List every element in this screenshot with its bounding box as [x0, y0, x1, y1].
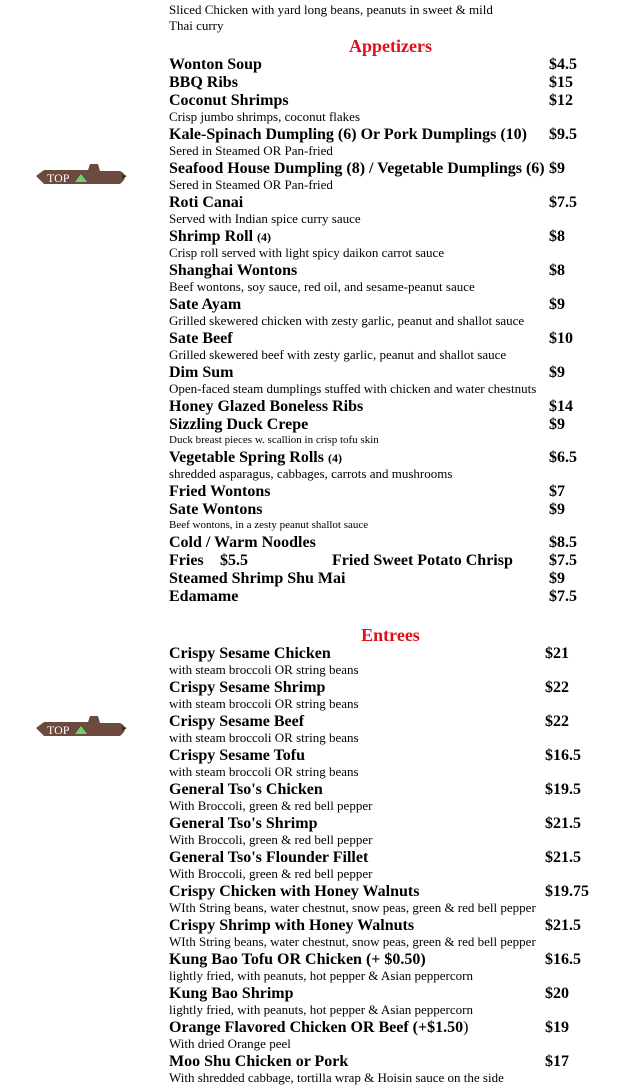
- back-to-top-button[interactable]: [34, 162, 130, 188]
- menu-item-price: $8: [549, 228, 565, 245]
- menu-item-price: $21.5: [545, 815, 581, 832]
- menu-item-quantity: (4): [257, 230, 272, 244]
- menu-item-description: With shredded cabbage, tortilla wrap & Hoisin sauce on the side: [169, 1070, 504, 1085]
- menu-item-name: [169, 92, 289, 110]
- menu-item-name: [169, 501, 263, 519]
- menu-item-description: With Broccoli, green & red bell pepper: [169, 866, 373, 881]
- menu-item-description: With dried Orange peel: [169, 1036, 291, 1051]
- menu-item-title: Kung Bao Shrimp: [169, 985, 294, 1002]
- menu-item-title: Vegetable Spring Rolls: [169, 449, 324, 466]
- menu-item-price: $15: [549, 74, 573, 91]
- menu-item-name: [169, 160, 545, 178]
- menu-item-description: With Broccoli, green & red bell pepper: [169, 798, 373, 813]
- menu-item-title: General Tso's Chicken: [169, 781, 323, 798]
- menu-item-price: $16.5: [545, 951, 581, 968]
- fries-name: Fries: [169, 552, 204, 569]
- menu-item-title: Cold / Warm Noodles: [169, 534, 316, 551]
- menu-item-price: $7.5: [549, 194, 577, 211]
- menu-item-description: with steam broccoli OR string beans: [169, 696, 359, 711]
- menu-item-name: [169, 645, 331, 663]
- menu-item-title: Shrimp Roll: [169, 228, 254, 245]
- menu-item-name: [169, 449, 342, 467]
- entrees-heading: Entrees: [361, 625, 420, 645]
- menu-item-title-tail: ): [463, 1019, 469, 1036]
- sweet-potato-chrisp-name: Fried Sweet Potato Chrisp: [332, 552, 513, 569]
- menu-item-price: $22: [545, 679, 569, 696]
- menu-item-title: Sizzling Duck Crepe: [169, 416, 309, 433]
- menu-item-name: [169, 849, 368, 867]
- menu-item-name: [169, 781, 323, 799]
- menu-item-price: $6.5: [549, 449, 577, 466]
- menu-item-name: [169, 883, 419, 901]
- menu-item-price: $19.75: [545, 883, 589, 900]
- menu-item-price: $7.5: [549, 588, 577, 605]
- menu-item-title: Kale-Spinach Dumpling (6) Or Pork Dumplings (10): [169, 126, 527, 143]
- menu-item-name: [169, 747, 305, 765]
- menu-item-name: [169, 588, 238, 606]
- menu-item-title: Coconut Shrimps: [169, 92, 289, 109]
- menu-item-price: $14: [549, 398, 573, 415]
- menu-item-title: Shanghai Wontons: [169, 262, 298, 279]
- menu-item-price: $9: [549, 296, 565, 313]
- menu-item-description: Crisp roll served with light spicy daikon carrot sauce: [169, 245, 445, 260]
- menu-item-description: Beef wontons, in a zesty peanut shallot sauce: [169, 519, 369, 531]
- top-arrow-icon: [34, 162, 130, 188]
- menu-item-price: $7: [549, 483, 565, 500]
- appetizers-heading: Appetizers: [349, 36, 432, 56]
- menu-item-price: $4.5: [549, 56, 577, 73]
- menu-item-title: General Tso's Flounder Fillet: [169, 849, 369, 866]
- menu-item-title: Crispy Sesame Chicken: [169, 645, 331, 662]
- menu-item-price: $9: [549, 501, 565, 518]
- menu-item-description: WIth String beans, water chestnut, snow peas, green & red bell pepper: [169, 934, 536, 949]
- menu-item-price: $12: [549, 92, 573, 109]
- menu-item-name: [169, 296, 241, 314]
- menu-item-name: [169, 679, 325, 697]
- menu-item-description: Beef wontons, soy sauce, red oil, and sesame-peanut sauce: [169, 279, 475, 294]
- menu-item-title: Orange Flavored Chicken OR Beef (+$1.50: [169, 1019, 464, 1036]
- menu-item-name: [169, 570, 345, 588]
- menu-item-name: [169, 416, 308, 434]
- menu-item-price: $21: [545, 645, 569, 662]
- fries-price: $5.5: [220, 552, 248, 569]
- menu-item-name: [169, 228, 271, 246]
- menu-item-description: with steam broccoli OR string beans: [169, 662, 359, 677]
- menu-item-title: Honey Glazed Boneless Ribs: [169, 398, 364, 415]
- menu-item-quantity: (4): [327, 451, 342, 465]
- menu-item-description: Served with Indian spice curry sauce: [169, 211, 361, 226]
- menu-item-price: $9.5: [549, 126, 577, 143]
- menu-item-price: $21.5: [545, 917, 581, 934]
- menu-item-title: Seafood House Dumpling (8) / Vegetable Dumplings (6): [169, 160, 545, 177]
- menu-item-title: General Tso's Shrimp: [169, 815, 318, 832]
- menu-item-title: Crispy Sesame Shrimp: [169, 679, 326, 696]
- menu-item-description: WIth String beans, water chestnut, snow peas, green & red bell pepper: [169, 900, 536, 915]
- menu-item-name: [169, 917, 414, 935]
- menu-item-description: with steam broccoli OR string beans: [169, 730, 359, 745]
- menu-item-title: Sate Ayam: [169, 296, 242, 313]
- menu-item-name: [169, 713, 304, 731]
- menu-item-description: With Broccoli, green & red bell pepper: [169, 832, 373, 847]
- menu-item-description: Duck breast pieces w. scallion in crisp tofu skin: [169, 434, 379, 446]
- menu-item-price: $10: [549, 330, 573, 347]
- menu-item-price: $8.5: [549, 534, 577, 551]
- top-button-label: TOP: [47, 171, 70, 185]
- menu-item-title: BBQ Ribs: [169, 74, 238, 91]
- menu-item-name: [169, 483, 271, 501]
- menu-item-price: $9: [549, 160, 565, 177]
- menu-item-description: lightly fried, with peanuts, hot pepper & Asian peppercorn: [169, 968, 473, 983]
- menu-item-name: [169, 364, 233, 382]
- menu-item-price: $9: [549, 416, 565, 433]
- menu-item-title: Dim Sum: [169, 364, 234, 381]
- menu-item-title: Roti Canai: [169, 194, 244, 211]
- menu-item-name: [169, 56, 262, 74]
- menu-item-title: Fried Wontons: [169, 483, 271, 500]
- menu-item-description: Sered in Steamed OR Pan-fried: [169, 177, 333, 192]
- menu-item-description: lightly fried, with peanuts, hot pepper & Asian peppercorn: [169, 1002, 473, 1017]
- menu-item-price: $9: [549, 364, 565, 381]
- menu-item-name: [169, 815, 317, 833]
- menu-item-title: Crispy Shrimp with Honey Walnuts: [169, 917, 415, 934]
- menu-item-description: Open-faced steam dumplings stuffed with chicken and water chestnuts: [169, 381, 537, 396]
- menu-item-title: Edamame: [169, 588, 239, 605]
- menu-item-name: [169, 534, 316, 552]
- menu-item-title: Crispy Sesame Tofu: [169, 747, 306, 764]
- menu-item-price: $21.5: [545, 849, 581, 866]
- sweet-potato-chrisp-price: $7.5: [549, 552, 577, 569]
- menu-item-title: Steamed Shrimp Shu Mai: [169, 570, 346, 587]
- menu-item-name: [169, 74, 238, 92]
- menu-item-name: [169, 330, 233, 348]
- top-button-label: TOP: [47, 723, 70, 737]
- menu-item-price: $9: [549, 570, 565, 587]
- menu-item-price: $16.5: [545, 747, 581, 764]
- menu-item-name: [169, 194, 243, 212]
- menu-item-price: $20: [545, 985, 569, 1002]
- menu-item-name: [169, 262, 297, 280]
- menu-item-description: Crisp jumbo shrimps, coconut flakes: [169, 109, 361, 124]
- menu-item-price: $8: [549, 262, 565, 279]
- menu-item-price: $22: [545, 713, 569, 730]
- menu-item-title: Wonton Soup: [169, 56, 262, 73]
- menu-item-name: [169, 398, 363, 416]
- top-arrow-icon: [34, 714, 130, 740]
- menu-item-title: Crispy Chicken with Honey Walnuts: [169, 883, 420, 900]
- menu-item-title: Sate Wontons: [169, 501, 263, 518]
- menu-item-name: [169, 985, 293, 1003]
- menu-item-title: Moo Shu Chicken or Pork: [169, 1053, 349, 1070]
- partial-item-desc-line2: Thai curry: [169, 18, 224, 33]
- menu-item-price: $19.5: [545, 781, 581, 798]
- menu-item-description: Sered in Steamed OR Pan-fried: [169, 143, 333, 158]
- menu-item-name: [169, 1053, 348, 1071]
- menu-item-price: $19: [545, 1019, 569, 1036]
- menu-item-title: Kung Bao Tofu OR Chicken (+ $0.50): [169, 951, 426, 968]
- menu-item-title: Sate Beef: [169, 330, 233, 347]
- menu-item-title: Crispy Sesame Beef: [169, 713, 305, 730]
- menu-item-name: [169, 126, 527, 144]
- menu-item-name: [169, 1019, 468, 1037]
- menu-item-description: Grilled skewered chicken with zesty garlic, peanut and shallot sauce: [169, 313, 525, 328]
- menu-item-description: shredded asparagus, cabbages, carrots and mushrooms: [169, 466, 453, 481]
- menu-item-description: with steam broccoli OR string beans: [169, 764, 359, 779]
- partial-item-desc-line1: Sliced Chicken with yard long beans, peanuts in sweet & mild: [169, 2, 493, 17]
- back-to-top-button[interactable]: [34, 714, 130, 740]
- menu-item-description: Grilled skewered beef with zesty garlic, peanut and shallot sauce: [169, 347, 507, 362]
- menu-item-price: $17: [545, 1053, 569, 1070]
- menu-item-name: [169, 951, 426, 969]
